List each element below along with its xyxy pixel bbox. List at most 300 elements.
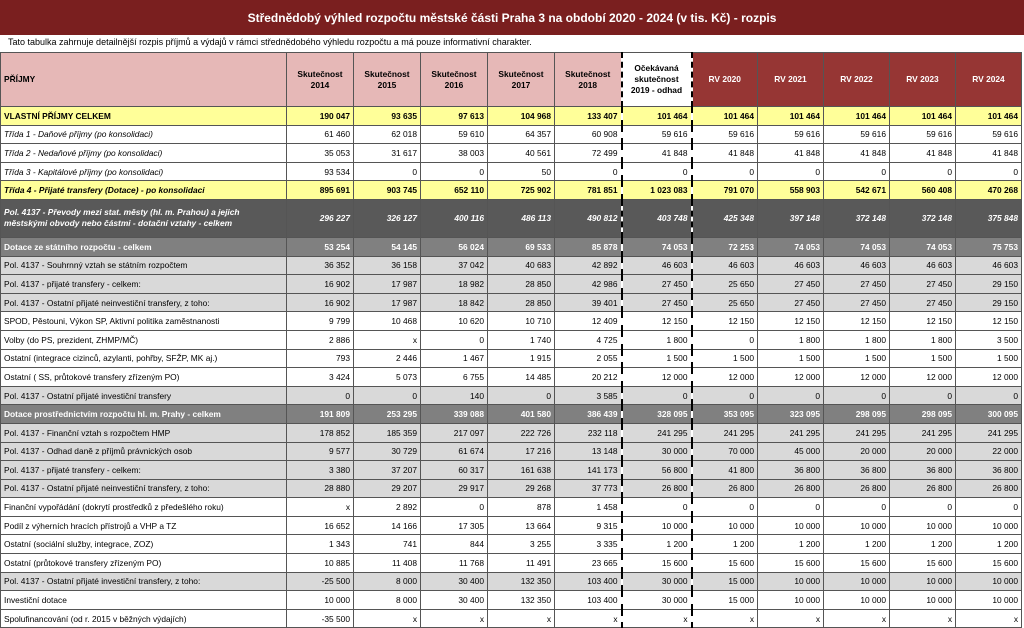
table-cell: 5 073 <box>354 368 421 387</box>
table-cell: 41 800 <box>692 461 758 480</box>
table-cell: 12 150 <box>692 312 758 331</box>
row-label: Dotace prostřednictvím rozpočtu hl. m. Prahy - celkem <box>1 405 287 424</box>
table-cell: 386 439 <box>555 405 622 424</box>
table-cell: 12 409 <box>555 312 622 331</box>
row-label: Pol. 4137 - Finanční vztah s rozpočtem HMP <box>1 423 287 442</box>
table-cell: 1 200 <box>692 535 758 554</box>
table-cell: 0 <box>890 386 956 405</box>
table-cell: 36 800 <box>758 461 824 480</box>
table-cell: 101 464 <box>824 107 890 126</box>
table-cell: 40 561 <box>488 144 555 163</box>
table-cell: 75 753 <box>956 237 1022 256</box>
table-cell: 253 295 <box>354 405 421 424</box>
table-cell: 29 150 <box>956 293 1022 312</box>
table-cell: 844 <box>421 535 488 554</box>
table-cell: 2 055 <box>555 349 622 368</box>
table-cell: 0 <box>692 386 758 405</box>
table-cell: 10 000 <box>824 572 890 591</box>
table-cell: 10 000 <box>890 572 956 591</box>
table-cell: 12 150 <box>890 312 956 331</box>
table-cell: 185 359 <box>354 423 421 442</box>
table-cell: 542 671 <box>824 181 890 200</box>
table-cell: 375 848 <box>956 199 1022 237</box>
table-cell: 161 638 <box>488 461 555 480</box>
table-cell: 15 600 <box>824 554 890 573</box>
table-cell: 741 <box>354 535 421 554</box>
table-cell: 17 305 <box>421 516 488 535</box>
table-cell: 36 352 <box>287 256 354 275</box>
table-cell: 725 902 <box>488 181 555 200</box>
table-cell: 1 500 <box>758 349 824 368</box>
table-row <box>1 572 1022 591</box>
table-cell: 0 <box>758 162 824 181</box>
table-cell: 36 800 <box>890 461 956 480</box>
table-cell: 15 000 <box>692 591 758 610</box>
table-cell: 4 725 <box>555 330 622 349</box>
table-cell: x <box>555 609 622 628</box>
table-row <box>1 405 1022 424</box>
table-cell: 60 317 <box>421 461 488 480</box>
table-cell: 46 603 <box>692 256 758 275</box>
row-label: Pol. 4137 - Převody mezi stat. městy (hl. m. Prahou) a jejich městskými obvody nebo částmi - dotační vztahy - celkem <box>1 199 287 237</box>
table-cell: 1 200 <box>956 535 1022 554</box>
row-label: SPOD, Pěstouni, Výkon SP, Aktivní politika zaměstnanosti <box>1 312 287 331</box>
table-cell: 26 800 <box>956 479 1022 498</box>
table-cell: 400 116 <box>421 199 488 237</box>
table-cell: 1 800 <box>758 330 824 349</box>
table-cell: 31 617 <box>354 144 421 163</box>
budget-table <box>0 52 1022 628</box>
row-label: Pol. 4137 - Ostatní přijaté investiční transfery <box>1 386 287 405</box>
table-cell: 41 848 <box>890 144 956 163</box>
table-cell: 401 580 <box>488 405 555 424</box>
table-cell: 59 616 <box>890 125 956 144</box>
row-label: Třída 4 - Přijaté transfery (Dotace) - po konsolidaci <box>1 181 287 200</box>
table-cell: 895 691 <box>287 181 354 200</box>
table-cell: 29 150 <box>956 275 1022 294</box>
table-header-row <box>1 53 1022 107</box>
table-cell: 190 047 <box>287 107 354 126</box>
table-cell: 104 968 <box>488 107 555 126</box>
table-cell: 46 603 <box>622 256 692 275</box>
table-cell: 28 850 <box>488 293 555 312</box>
table-cell: 15 600 <box>622 554 692 573</box>
header-year: Skutečnost 2018 <box>555 53 622 107</box>
table-cell: 37 207 <box>354 461 421 480</box>
table-cell: 0 <box>890 162 956 181</box>
table-cell: 298 095 <box>890 405 956 424</box>
table-cell: 15 600 <box>758 554 824 573</box>
table-cell: 45 000 <box>758 442 824 461</box>
table-cell: 425 348 <box>692 199 758 237</box>
table-cell: 14 166 <box>354 516 421 535</box>
table-cell: 35 053 <box>287 144 354 163</box>
table-cell: 56 024 <box>421 237 488 256</box>
table-cell: x <box>287 498 354 517</box>
table-cell: 490 812 <box>555 199 622 237</box>
table-row <box>1 199 1022 237</box>
table-cell: 30 729 <box>354 442 421 461</box>
table-cell: 101 464 <box>692 107 758 126</box>
table-cell: 74 053 <box>622 237 692 256</box>
header-year: Skutečnost 2017 <box>488 53 555 107</box>
table-cell: 40 683 <box>488 256 555 275</box>
table-cell: 10 000 <box>692 516 758 535</box>
row-label: Podíl z výherních hracích přístrojů a VHP a TZ <box>1 516 287 535</box>
table-row <box>1 107 1022 126</box>
table-cell: 101 464 <box>890 107 956 126</box>
table-cell: 1 500 <box>890 349 956 368</box>
table-cell: 140 <box>421 386 488 405</box>
table-cell: 103 400 <box>555 572 622 591</box>
table-cell: 132 350 <box>488 591 555 610</box>
table-cell: 10 000 <box>287 591 354 610</box>
table-cell: 1 458 <box>555 498 622 517</box>
table-cell: 30 400 <box>421 572 488 591</box>
table-cell: 11 491 <box>488 554 555 573</box>
table-cell: 10 000 <box>824 591 890 610</box>
table-cell: 141 173 <box>555 461 622 480</box>
table-cell: 26 800 <box>824 479 890 498</box>
table-cell: 403 748 <box>622 199 692 237</box>
row-label: Pol. 4137 - Ostatní přijaté neinvestiční transfery, z toho: <box>1 293 287 312</box>
table-cell: 298 095 <box>824 405 890 424</box>
table-cell: 59 610 <box>421 125 488 144</box>
table-cell: 1 800 <box>622 330 692 349</box>
table-cell: x <box>824 609 890 628</box>
table-cell: 26 800 <box>890 479 956 498</box>
table-cell: 0 <box>692 162 758 181</box>
table-cell: 2 892 <box>354 498 421 517</box>
table-cell: 30 000 <box>622 572 692 591</box>
table-row <box>1 312 1022 331</box>
table-cell: 10 885 <box>287 554 354 573</box>
table-cell: 1 023 083 <box>622 181 692 200</box>
table-cell: 72 253 <box>692 237 758 256</box>
table-cell: 339 088 <box>421 405 488 424</box>
table-cell: 46 603 <box>824 256 890 275</box>
table-row <box>1 554 1022 573</box>
row-label: Pol. 4137 - přijaté transfery - celkem: <box>1 461 287 480</box>
table-row <box>1 349 1022 368</box>
table-row <box>1 275 1022 294</box>
header-year: RV 2023 <box>890 53 956 107</box>
table-cell: 652 110 <box>421 181 488 200</box>
table-cell: 103 400 <box>555 591 622 610</box>
table-cell: 13 664 <box>488 516 555 535</box>
table-cell: 18 982 <box>421 275 488 294</box>
row-label: Ostatní (integrace cizinců, azylanti, pohřby, SFŽP, MK aj.) <box>1 349 287 368</box>
table-row <box>1 461 1022 480</box>
row-label: Pol. 4137 - Souhrnný vztah se státním rozpočtem <box>1 256 287 275</box>
table-cell: 39 401 <box>555 293 622 312</box>
table-cell: 323 095 <box>758 405 824 424</box>
table-cell: 20 000 <box>890 442 956 461</box>
table-cell: x <box>692 609 758 628</box>
table-cell: 27 450 <box>890 275 956 294</box>
table-cell: 1 500 <box>692 349 758 368</box>
table-row <box>1 535 1022 554</box>
table-cell: 191 809 <box>287 405 354 424</box>
table-cell: 560 408 <box>890 181 956 200</box>
table-cell: 59 616 <box>956 125 1022 144</box>
table-cell: 0 <box>287 386 354 405</box>
table-cell: 328 095 <box>622 405 692 424</box>
table-cell: 3 424 <box>287 368 354 387</box>
table-cell: 1 500 <box>622 349 692 368</box>
table-cell: 46 603 <box>890 256 956 275</box>
table-row <box>1 256 1022 275</box>
table-cell: 59 616 <box>824 125 890 144</box>
table-cell: 15 600 <box>692 554 758 573</box>
table-row <box>1 144 1022 163</box>
table-cell: 8 000 <box>354 572 421 591</box>
table-cell: 30 000 <box>622 442 692 461</box>
table-cell: 12 000 <box>622 368 692 387</box>
table-cell: 10 000 <box>956 516 1022 535</box>
table-cell: 12 150 <box>824 312 890 331</box>
table-row <box>1 609 1022 628</box>
table-cell: 0 <box>824 386 890 405</box>
table-cell: 42 986 <box>555 275 622 294</box>
table-cell: 0 <box>421 330 488 349</box>
row-label: Pol. 4137 - přijaté transfery - celkem: <box>1 275 287 294</box>
table-cell: x <box>421 609 488 628</box>
table-cell: 0 <box>622 498 692 517</box>
table-cell: 0 <box>421 162 488 181</box>
header-year: Skutečnost 2014 <box>287 53 354 107</box>
table-cell: 17 987 <box>354 275 421 294</box>
table-cell: 178 852 <box>287 423 354 442</box>
table-cell: 241 295 <box>692 423 758 442</box>
table-cell: 0 <box>824 162 890 181</box>
table-cell: 29 917 <box>421 479 488 498</box>
table-cell: 3 255 <box>488 535 555 554</box>
table-cell: -25 500 <box>287 572 354 591</box>
table-cell: 0 <box>354 386 421 405</box>
table-cell: 36 158 <box>354 256 421 275</box>
table-row <box>1 368 1022 387</box>
table-cell: 27 450 <box>758 275 824 294</box>
row-label: Finanční vypořádání (dokrytí prostředků z předešlého roku) <box>1 498 287 517</box>
header-year: RV 2022 <box>824 53 890 107</box>
table-cell: 85 878 <box>555 237 622 256</box>
header-year: Očekávaná skutečnost 2019 - odhad <box>622 53 692 107</box>
header-year: RV 2021 <box>758 53 824 107</box>
table-cell: 50 <box>488 162 555 181</box>
table-cell: 878 <box>488 498 555 517</box>
table-cell: 101 464 <box>622 107 692 126</box>
table-cell: 1 740 <box>488 330 555 349</box>
table-cell: 93 534 <box>287 162 354 181</box>
table-cell: 26 800 <box>692 479 758 498</box>
table-cell: 12 150 <box>758 312 824 331</box>
table-cell: 0 <box>692 498 758 517</box>
table-cell: 12 150 <box>622 312 692 331</box>
table-cell: 56 800 <box>622 461 692 480</box>
table-row <box>1 330 1022 349</box>
row-label: Ostatní (průtokové transfery zřízeným PO) <box>1 554 287 573</box>
row-label: Pol. 4137 - Ostatní přijaté neinvestiční transfery, z toho: <box>1 479 287 498</box>
table-cell: 1 500 <box>956 349 1022 368</box>
header-year: RV 2020 <box>692 53 758 107</box>
table-row <box>1 479 1022 498</box>
table-cell: 41 848 <box>692 144 758 163</box>
table-cell: 10 620 <box>421 312 488 331</box>
row-label: Dotace ze státního rozpočtu - celkem <box>1 237 287 256</box>
table-cell: 26 800 <box>758 479 824 498</box>
table-cell: 222 726 <box>488 423 555 442</box>
table-cell: 217 097 <box>421 423 488 442</box>
table-row <box>1 591 1022 610</box>
table-cell: 10 710 <box>488 312 555 331</box>
table-cell: 0 <box>956 386 1022 405</box>
table-cell: 20 212 <box>555 368 622 387</box>
table-row <box>1 125 1022 144</box>
table-cell: 372 148 <box>824 199 890 237</box>
table-cell: 0 <box>692 330 758 349</box>
table-cell: 12 000 <box>890 368 956 387</box>
row-label: Pol. 4137 - Odhad daně z příjmů právnických osob <box>1 442 287 461</box>
header-year: Skutečnost 2016 <box>421 53 488 107</box>
table-cell: 3 335 <box>555 535 622 554</box>
table-row <box>1 237 1022 256</box>
table-cell: 18 842 <box>421 293 488 312</box>
table-cell: 12 000 <box>956 368 1022 387</box>
table-cell: 15 000 <box>692 572 758 591</box>
table-cell: 232 118 <box>555 423 622 442</box>
table-cell: 41 848 <box>956 144 1022 163</box>
table-cell: 1 500 <box>824 349 890 368</box>
table-cell: 16 902 <box>287 293 354 312</box>
table-cell: 793 <box>287 349 354 368</box>
table-cell: x <box>622 609 692 628</box>
table-cell: 54 145 <box>354 237 421 256</box>
table-cell: 1 915 <box>488 349 555 368</box>
table-cell: 9 315 <box>555 516 622 535</box>
table-cell: 0 <box>488 386 555 405</box>
table-cell: 12 150 <box>956 312 1022 331</box>
table-cell: 74 053 <box>890 237 956 256</box>
row-label: Třída 1 - Daňové příjmy (po konsolidaci) <box>1 125 287 144</box>
table-cell: 36 800 <box>956 461 1022 480</box>
table-cell: 27 450 <box>622 293 692 312</box>
table-cell: 72 499 <box>555 144 622 163</box>
table-cell: 353 095 <box>692 405 758 424</box>
table-cell: 42 892 <box>555 256 622 275</box>
table-cell: 10 000 <box>890 516 956 535</box>
table-row <box>1 423 1022 442</box>
table-cell: 296 227 <box>287 199 354 237</box>
table-cell: 3 500 <box>956 330 1022 349</box>
table-cell: 11 408 <box>354 554 421 573</box>
row-label: Volby (do PS, prezident, ZHMP/MČ) <box>1 330 287 349</box>
table-cell: 10 468 <box>354 312 421 331</box>
table-cell: 3 380 <box>287 461 354 480</box>
table-cell: 37 773 <box>555 479 622 498</box>
table-cell: 12 000 <box>692 368 758 387</box>
table-cell: 470 268 <box>956 181 1022 200</box>
table-cell: 27 450 <box>890 293 956 312</box>
table-cell: 1 343 <box>287 535 354 554</box>
table-cell: x <box>758 609 824 628</box>
page-title: Střednědobý výhled rozpočtu městské části Praha 3 na období 2020 - 2024 (v tis. Kč) - rozpis <box>0 0 1024 35</box>
table-cell: 0 <box>956 162 1022 181</box>
table-cell: 486 113 <box>488 199 555 237</box>
table-cell: 241 295 <box>758 423 824 442</box>
table-cell: 17 987 <box>354 293 421 312</box>
table-cell: 1 200 <box>758 535 824 554</box>
table-cell: 11 768 <box>421 554 488 573</box>
table-cell: 97 613 <box>421 107 488 126</box>
table-cell: x <box>956 609 1022 628</box>
table-cell: 8 000 <box>354 591 421 610</box>
table-cell: 13 148 <box>555 442 622 461</box>
table-cell: 16 902 <box>287 275 354 294</box>
header-year: Skutečnost 2015 <box>354 53 421 107</box>
table-cell: 10 000 <box>824 516 890 535</box>
table-cell: 61 674 <box>421 442 488 461</box>
table-row <box>1 162 1022 181</box>
row-label: Pol. 4137 - Ostatní přijaté investiční transfery, z toho: <box>1 572 287 591</box>
table-cell: 46 603 <box>758 256 824 275</box>
table-cell: 0 <box>956 498 1022 517</box>
table-cell: 0 <box>758 498 824 517</box>
table-cell: 38 003 <box>421 144 488 163</box>
table-row <box>1 442 1022 461</box>
table-cell: 16 652 <box>287 516 354 535</box>
table-row <box>1 516 1022 535</box>
table-cell: 41 848 <box>824 144 890 163</box>
table-cell: 241 295 <box>824 423 890 442</box>
table-cell: 27 450 <box>758 293 824 312</box>
table-cell: 74 053 <box>824 237 890 256</box>
table-cell: 9 577 <box>287 442 354 461</box>
table-cell: 14 485 <box>488 368 555 387</box>
table-cell: 69 533 <box>488 237 555 256</box>
row-label: Spolufinancování (od r. 2015 v běžných výdajích) <box>1 609 287 628</box>
table-cell: 1 800 <box>824 330 890 349</box>
table-cell: 1 800 <box>890 330 956 349</box>
table-cell: 0 <box>622 386 692 405</box>
table-cell: 132 350 <box>488 572 555 591</box>
table-cell: 10 000 <box>758 572 824 591</box>
table-cell: 241 295 <box>890 423 956 442</box>
table-row <box>1 498 1022 517</box>
header-year: RV 2024 <box>956 53 1022 107</box>
table-cell: 25 650 <box>692 293 758 312</box>
table-cell: 12 000 <box>758 368 824 387</box>
table-cell: -35 500 <box>287 609 354 628</box>
table-row <box>1 181 1022 200</box>
table-cell: 17 216 <box>488 442 555 461</box>
table-cell: 241 295 <box>622 423 692 442</box>
header-label: PŘÍJMY <box>1 53 287 107</box>
table-cell: 20 000 <box>824 442 890 461</box>
table-cell: 10 000 <box>890 591 956 610</box>
table-cell: 133 407 <box>555 107 622 126</box>
table-cell: 37 042 <box>421 256 488 275</box>
table-cell: 61 460 <box>287 125 354 144</box>
table-cell: 0 <box>824 498 890 517</box>
table-cell: 15 600 <box>956 554 1022 573</box>
table-cell: 1 200 <box>890 535 956 554</box>
table-cell: 41 848 <box>758 144 824 163</box>
table-cell: 41 848 <box>622 144 692 163</box>
table-cell: 10 000 <box>956 572 1022 591</box>
table-cell: 59 616 <box>692 125 758 144</box>
table-cell: x <box>890 609 956 628</box>
